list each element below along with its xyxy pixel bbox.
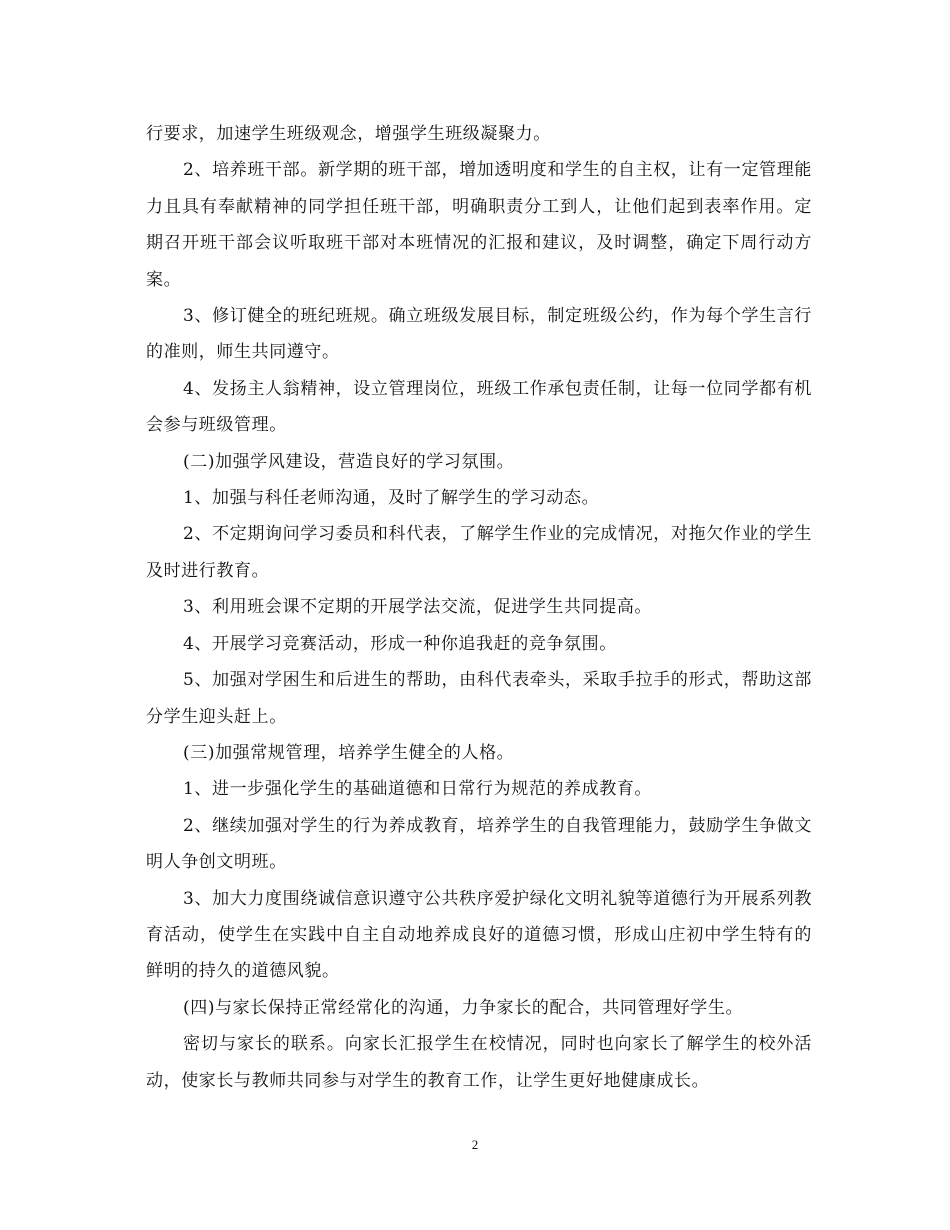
paragraph: 行要求，加速学生班级观念，增强学生班级凝聚力。 [146, 124, 551, 144]
paragraph: 2、不定期询问学习委员和科代表，了解学生作业的完成情况，对拖欠作业的学生及时进行教育。 [146, 524, 812, 581]
paragraph: 密切与家长的联系。向家长汇报学生在校情况，同时也向家长了解学生的校外活动，使家长与教师共同参与对学生的教育工作，让学生更好地健康成长。 [146, 1034, 812, 1091]
document-body [146, 116, 812, 1099]
paragraph: 1、加强与科任老师沟通，及时了解学生的学习动态。 [183, 488, 600, 509]
paragraph: 5、加强对学困生和后进生的帮助，由科代表牵头，采取手拉手的形式，帮助这部分学生迎头赶上。 [146, 670, 812, 727]
paragraph: 2、继续加强对学生的行为养成教育，培养学生的自我管理能力，鼓励学生争做文明人争创文明班。 [146, 815, 812, 873]
paragraph: 1、进一步强化学生的基础道德和日常行为规范的养成教育。 [183, 779, 653, 800]
section-heading: (三)加强常规管理，培养学生健全的人格。 [183, 742, 515, 763]
paragraph: 3、加大力度围绕诚信意识遵守公共秩序爱护绿化文明礼貌等道德行为开展系列教育活动，使学生在实践中自主自动地养成良好的道德习惯，形成山庄初中学生特有的鲜明的持久的道德风貌。 [146, 888, 812, 982]
page-number: 2 [471, 1137, 479, 1152]
paragraph: 3、修订健全的班纪班规。确立班级发展目标，制定班级公约，作为每个学生言行的准则，师生共同遵守。 [146, 306, 812, 363]
section-heading: (二)加强学风建设，营造良好的学习氛围。 [183, 451, 515, 472]
section-heading: (四)与家长保持正常经常化的沟通，力争家长的配合，共同管理好学生。 [183, 997, 744, 1018]
paragraph: 4、开展学习竞赛活动，形成一种你追我赶的竞争氛围。 [183, 633, 617, 654]
paragraph: 3、利用班会课不定期的开展学法交流，促进学生共同提高。 [183, 597, 653, 618]
paragraph: 4、发扬主人翁精神，设立管理岗位，班级工作承包责任制，让每一位同学都有机会参与班级管理。 [146, 378, 812, 436]
paragraph: 2、培养班干部。新学期的班干部，增加透明度和学生的自主权，让有一定管理能力且具有奉献精神的同学担任班干部，明确职责分工到人，让他们起到表率作用。定期召开班干部会议听取班干部对本班情况的汇报和建议，及时调整，确定下周行动方案。 [146, 160, 812, 290]
